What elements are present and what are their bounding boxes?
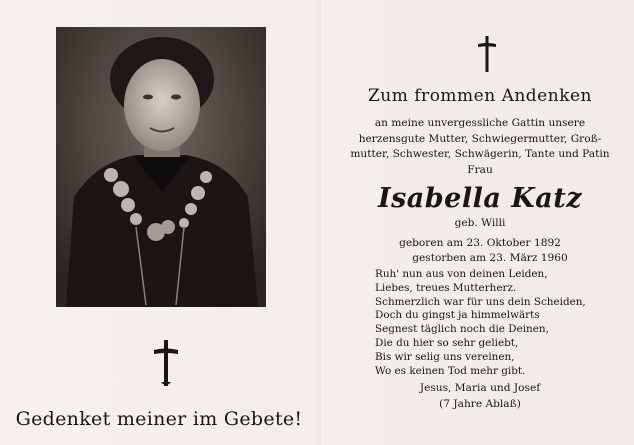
dedication-line: mutter, Schwester, Schwägerin, Tante und Patin (350, 148, 610, 160)
memorial-poem (375, 268, 625, 378)
closing-invocation: Jesus, Maria und Josef (419, 382, 541, 394)
prayer-line: Gedenket meiner im Gebete! (15, 408, 303, 430)
card-title: Zum frommen Andenken (367, 86, 593, 106)
portrait-photo (56, 27, 266, 307)
poem-line: Wo es keinen Tod mehr gibt. (375, 364, 526, 377)
life-dates (330, 236, 630, 266)
birth-date: geboren am 23. Oktober 1892 (399, 237, 561, 249)
deceased-name: Isabella Katz (377, 183, 583, 214)
closing-text (330, 380, 630, 412)
death-date: gestorben am 23. März 1960 (412, 252, 568, 264)
dedication-line: an meine unvergessliche Gattin unsere (374, 117, 586, 129)
dedication-text (330, 116, 630, 178)
latin-cross-icon (152, 338, 180, 388)
card-fold (318, 0, 321, 445)
indulgence-note: (7 Jahre Ablaß) (439, 398, 521, 410)
poem-line: Segnest täglich noch die Deinen, (375, 323, 549, 336)
dedication-line: herzensgute Mutter, Schwiegermutter, Groß- (358, 132, 602, 145)
poem-line: Bis wir selig uns vereinen, (375, 350, 515, 363)
poem-line: Schmerzlich war für uns dein Scheiden, (375, 295, 586, 308)
latin-cross-icon (476, 35, 498, 73)
maiden-name: geb. Willi (454, 217, 506, 229)
poem-line: Liebes, treues Mutterherz. (375, 281, 517, 294)
poem-line: Doch du gingst ja himmelwärts (375, 309, 540, 322)
poem-line: Ruh' nun aus von deinen Leiden, (375, 268, 548, 280)
poem-line: Die du hier so sehr geliebt, (375, 336, 519, 349)
dedication-line: Frau (467, 163, 493, 176)
